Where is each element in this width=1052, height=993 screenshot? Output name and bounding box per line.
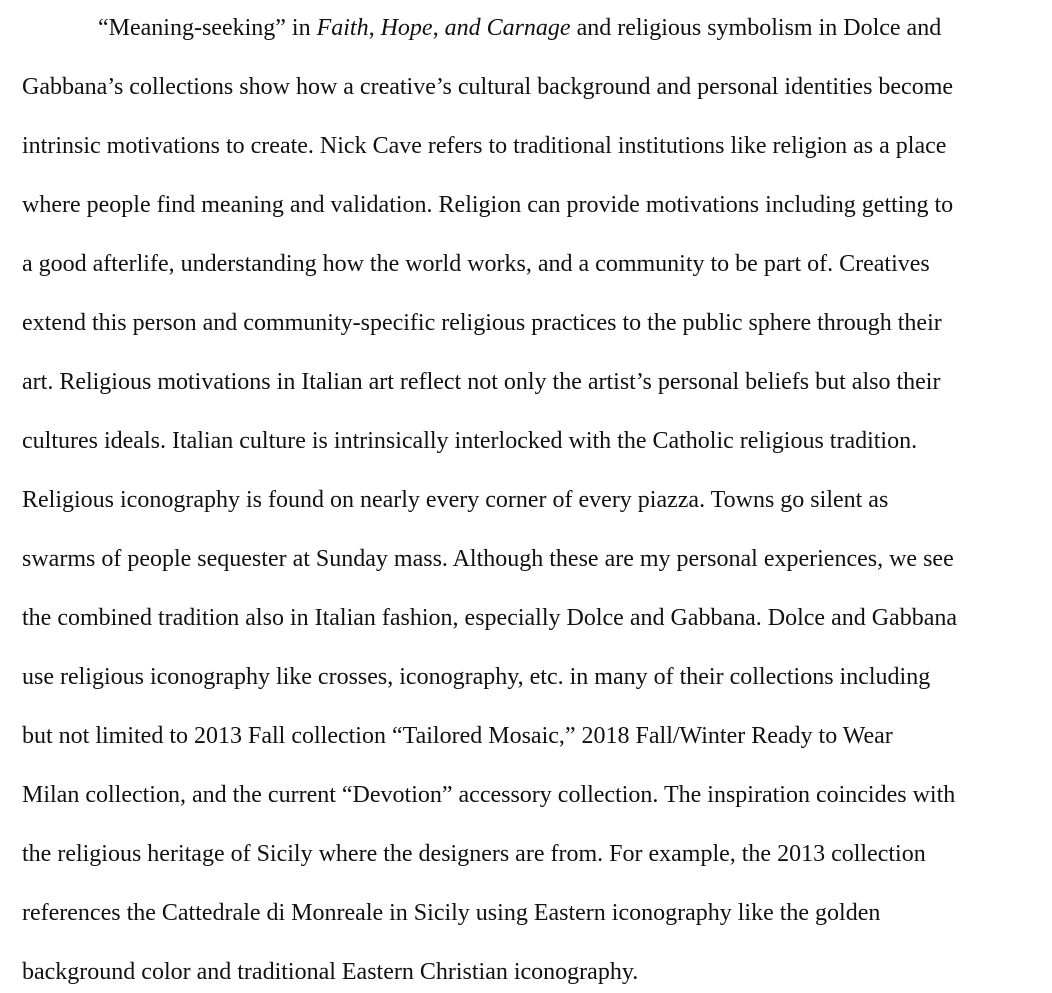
line-text: the religious heritage of Sicily where the designers are from. For example, the 2013 collection (22, 841, 926, 867)
text-line (22, 308, 942, 338)
line-text: Religious iconography is found on nearly every corner of every piazza. Towns go silent as (22, 487, 889, 513)
text-line (22, 662, 930, 692)
line-text: extend this person and community-specific religious practices to the public sphere through their (22, 310, 942, 336)
text-line (22, 485, 888, 515)
line-text: Milan collection, and the current “Devotion” accessory collection. The inspiration coincides with (22, 782, 956, 808)
line-text: where people find meaning and validation. Religion can provide motivations including getting to (22, 192, 954, 218)
line-text: a good afterlife, understanding how the world works, and a community to be part of. Creatives (22, 251, 930, 277)
line-text: swarms of people sequester at Sunday mass. Although these are my personal experiences, we see (22, 546, 954, 572)
text-line (22, 72, 953, 102)
line-text: and religious symbolism in Dolce and (570, 15, 942, 41)
line-text: background color and traditional Eastern Christian iconography. (22, 959, 639, 985)
line-text: art. Religious motivations in Italian art reflect not only the artist’s personal beliefs but also their (22, 369, 941, 395)
text-line (22, 839, 926, 869)
text-line (22, 426, 917, 456)
text-line (22, 249, 930, 279)
text-line (22, 544, 954, 574)
line-text: “Meaning-seeking” in (98, 15, 317, 41)
line-text: Gabbana’s collections show how a creative’s cultural background and personal identities become (22, 74, 954, 100)
text-line (22, 898, 880, 928)
line-text: intrinsic motivations to create. Nick Cave refers to traditional institutions like religion as a place (22, 133, 947, 159)
text-line (22, 721, 893, 751)
text-line (22, 131, 946, 161)
text-line (22, 367, 940, 397)
text-line (22, 780, 955, 810)
italic-title-text: Faith, Hope, and Carnage (316, 15, 571, 41)
line-text: but not limited to 2013 Fall collection “Tailored Mosaic,” 2018 Fall/Winter Ready to Wear (22, 723, 893, 749)
line-text: use religious iconography like crosses, iconography, etc. in many of their collections including (22, 664, 931, 690)
text-line (22, 603, 957, 633)
text-line (98, 13, 941, 43)
line-text: cultures ideals. Italian culture is intrinsically interlocked with the Catholic religious tradition. (22, 428, 918, 454)
text-line (22, 190, 953, 220)
text-line (22, 957, 638, 987)
line-text: the combined tradition also in Italian fashion, especially Dolce and Gabbana. Dolce and Gabbana (22, 605, 958, 631)
line-text: references the Cattedrale di Monreale in Sicily using Eastern iconography like the golden (22, 900, 881, 926)
